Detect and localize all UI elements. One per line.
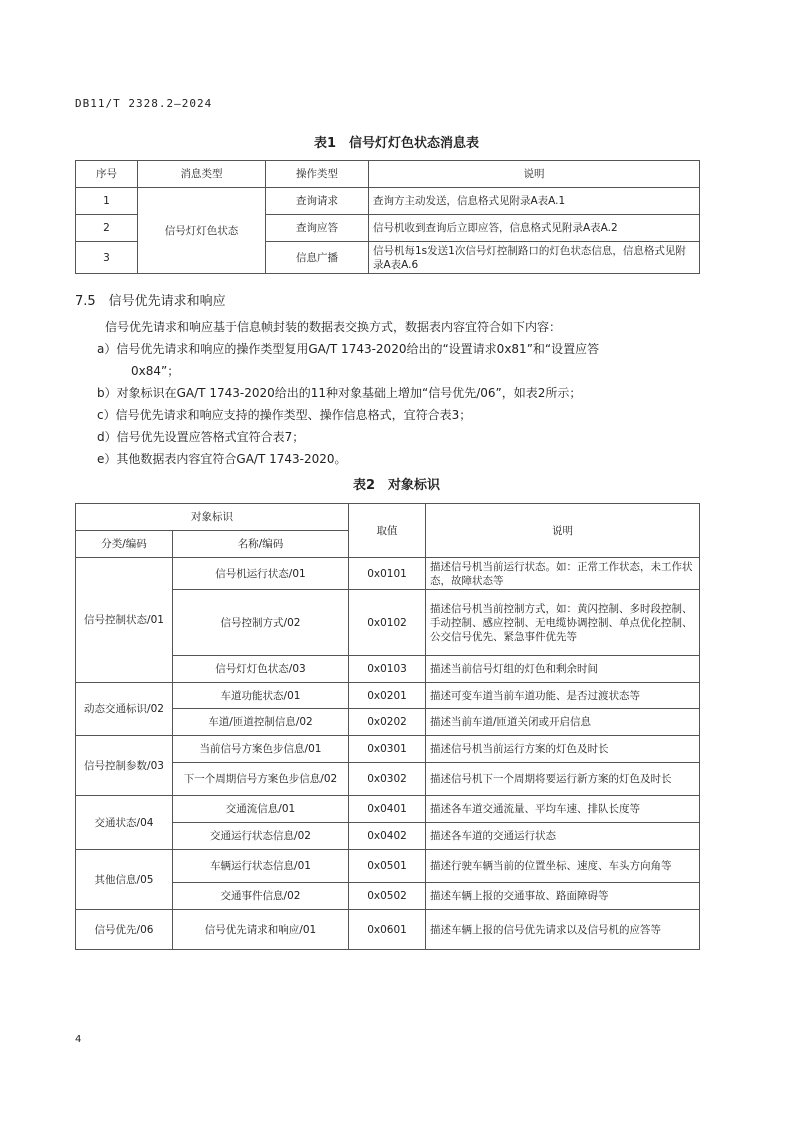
cell-name: 当前信号方案色步信息/01 <box>173 736 349 763</box>
cell-value: 0x0302 <box>349 763 426 796</box>
header-cell: 对象标识 <box>76 504 349 531</box>
cell-name: 交通事件信息/02 <box>173 883 349 910</box>
cell-message-type: 信号灯灯色状态 <box>138 188 266 274</box>
list-label: b） <box>97 386 117 400</box>
cell-value: 0x0101 <box>349 558 426 590</box>
list-item <box>97 404 705 426</box>
cell-value: 0x0202 <box>349 709 426 736</box>
list-text: 信号优先请求和响应支持的操作类型、操作信息格式，宜符合表3； <box>115 408 472 422</box>
header-cell: 消息类型 <box>138 161 266 188</box>
cell-desc: 描述可变车道当前车道功能、是否过渡状态等 <box>426 683 700 709</box>
list-text: 对象标识在GA/T 1743-2020给出的11种对象基础上增加“信号优先/06”，如表2所示； <box>116 386 582 400</box>
intro-paragraph: 信号优先请求和响应基于信息帧封装的数据表交换方式，数据表内容宜符合如下内容： <box>105 320 562 334</box>
cell-category: 其他信息/05 <box>76 850 173 910</box>
cell-value: 0x0401 <box>349 796 426 823</box>
header-cell: 分类/编码 <box>76 531 173 558</box>
table1-caption: 表1 信号灯灯色状态消息表 <box>313 136 480 151</box>
cell-desc: 描述信号机当前控制方式，如：黄闪控制、多时段控制、手动控制、感应控制、无电缆协调控制、单点优化控制、公交信号优先、紧急事件优先等 <box>426 590 700 656</box>
cell-desc: 描述车辆上报的交通事故、路面障碍等 <box>426 883 700 910</box>
cell-name: 交通运行状态信息/02 <box>173 823 349 850</box>
document-header: DB11/T 2328.2—2024 <box>75 97 213 110</box>
cell-no: 2 <box>76 215 138 242</box>
cell-desc: 描述车辆上报的信号优先请求以及信号机的应答等 <box>426 910 700 950</box>
header-cell: 序号 <box>76 161 138 188</box>
table2 <box>75 503 700 950</box>
cell-name: 下一个周期信号方案色步信息/02 <box>173 763 349 796</box>
cell-name: 信号优先请求和响应/01 <box>173 910 349 950</box>
table-row <box>76 188 700 215</box>
table-row <box>76 796 700 823</box>
header-cell: 名称/编码 <box>173 531 349 558</box>
list-item-continuation: 0x84”； <box>131 364 180 378</box>
header-cell: 操作类型 <box>266 161 369 188</box>
cell-category: 信号控制状态/01 <box>76 558 173 683</box>
list-item <box>97 426 705 448</box>
cell-desc: 信号机收到查询后立即应答，信息格式见附录A表A.2 <box>369 215 700 242</box>
cell-value: 0x0301 <box>349 736 426 763</box>
table-row <box>76 736 700 763</box>
cell-desc: 描述信号机当前运行状态。如：正常工作状态，未工作状态，故障状态等 <box>426 558 700 590</box>
cell-value: 0x0102 <box>349 590 426 656</box>
header-cell: 说明 <box>426 504 700 558</box>
page-number: 4 <box>75 1034 82 1045</box>
list-text: 其他数据表内容宜符合GA/T 1743-2020。 <box>116 452 347 466</box>
cell-category: 信号控制参数/03 <box>76 736 173 796</box>
section-body <box>97 316 705 470</box>
table2-caption: 表2 对象标识 <box>352 478 441 493</box>
table1 <box>75 160 700 274</box>
table-header-row <box>76 504 700 531</box>
list-label: a） <box>97 342 117 356</box>
cell-desc: 描述各车道交通流量、平均车速、排队长度等 <box>426 796 700 823</box>
cell-value: 0x0402 <box>349 823 426 850</box>
list-item <box>97 382 705 404</box>
table-header-row <box>76 161 700 188</box>
cell-value: 0x0103 <box>349 656 426 683</box>
cell-desc: 信号机每1s发送1次信号灯控制路口的灯色状态信息，信息格式见附录A表A.6 <box>369 242 700 274</box>
cell-desc: 描述行驶车辆当前的位置坐标、速度、车头方向角等 <box>426 850 700 883</box>
cell-category: 交通状态/04 <box>76 796 173 850</box>
header-cell: 取值 <box>349 504 426 558</box>
cell-value: 0x0501 <box>349 850 426 883</box>
cell-name: 信号灯灯色状态/03 <box>173 656 349 683</box>
header-cell: 说明 <box>369 161 700 188</box>
cell-category: 信号优先/06 <box>76 910 173 950</box>
list-item <box>97 338 705 360</box>
cell-value: 0x0502 <box>349 883 426 910</box>
list-text: 信号优先设置应答格式宜符合表7； <box>116 430 305 444</box>
list-text: 信号优先请求和响应的操作类型复用GA/T 1743-2020给出的“设置请求0x81”和“设置应答 <box>116 342 600 356</box>
list-label: e） <box>97 452 117 466</box>
cell-desc: 描述当前信号灯组的灯色和剩余时间 <box>426 656 700 683</box>
list-label: c） <box>97 408 116 422</box>
table-row <box>76 910 700 950</box>
cell-name: 信号机运行状态/01 <box>173 558 349 590</box>
list-label: d） <box>97 430 117 444</box>
cell-desc: 描述当前车道/匝道关闭或开启信息 <box>426 709 700 736</box>
cell-name: 车道/匝道控制信息/02 <box>173 709 349 736</box>
cell-name: 车道功能状态/01 <box>173 683 349 709</box>
cell-name: 交通流信息/01 <box>173 796 349 823</box>
cell-desc: 描述信号机下一个周期将要运行新方案的灯色及时长 <box>426 763 700 796</box>
cell-no: 3 <box>76 242 138 274</box>
cell-no: 1 <box>76 188 138 215</box>
cell-desc: 描述各车道的交通运行状态 <box>426 823 700 850</box>
cell-name: 信号控制方式/02 <box>173 590 349 656</box>
list <box>97 338 705 470</box>
cell-value: 0x0201 <box>349 683 426 709</box>
list-item <box>97 448 705 470</box>
cell-op: 信息广播 <box>266 242 369 274</box>
cell-desc: 查询方主动发送，信息格式见附录A表A.1 <box>369 188 700 215</box>
section-title: 7.5 信号优先请求和响应 <box>75 294 226 309</box>
table-row <box>76 850 700 883</box>
cell-category: 动态交通标识/02 <box>76 683 173 736</box>
cell-op: 查询请求 <box>266 188 369 215</box>
table-row <box>76 558 700 590</box>
cell-name: 车辆运行状态信息/01 <box>173 850 349 883</box>
cell-desc: 描述信号机当前运行方案的灯色及时长 <box>426 736 700 763</box>
table-row <box>76 683 700 709</box>
cell-op: 查询应答 <box>266 215 369 242</box>
cell-value: 0x0601 <box>349 910 426 950</box>
